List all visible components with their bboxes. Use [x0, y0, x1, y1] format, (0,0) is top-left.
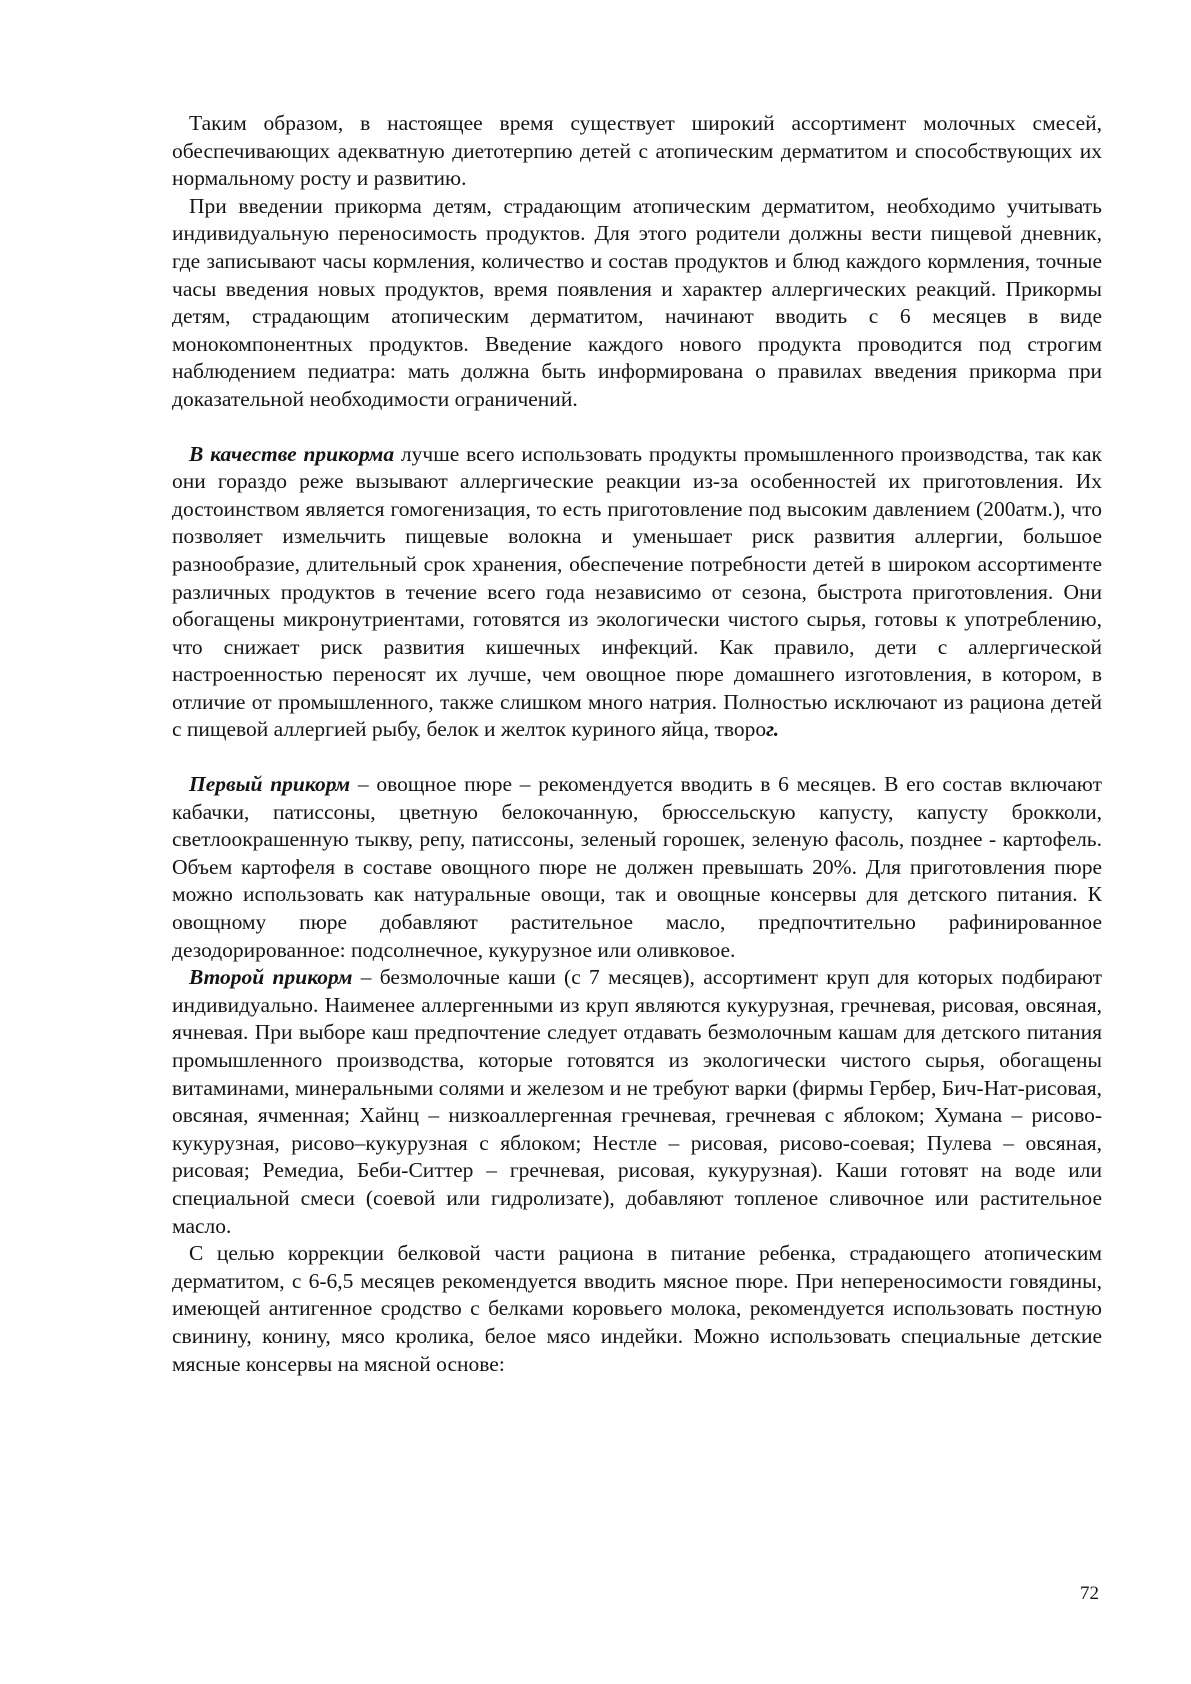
paragraph-text: При введении прикорма детям, страдающим атопическим дерматитом, необходимо учитывать индивидуальную переносимость продуктов. Для этого родители должны вести пищевой дневник, где записывают часы кормления, количество и состав продуктов и блюд каждого кормления, точные часы введения новых продуктов, время появления и характер аллергических реакций. Прикормы детям, страдающим атопическим дерматитом, начинают вводить с 6 месяцев в виде монокомпонентных продуктов. Введение каждого нового продукта проводится под строгим наблюдением педиатра: мать должна быть информирована о правилах введения прикорма при доказательной необходимости ограничений.: [172, 193, 1102, 411]
paragraph-lead-term: В качестве прикорма: [189, 441, 395, 466]
page-number: 72: [1080, 1583, 1099, 1604]
paragraph-lead-term: Первый прикорм: [189, 772, 351, 797]
paragraph-first-feeding: [172, 771, 1102, 964]
paragraph-text: С целью коррекции белковой части рациона в питание ребенка, страдающего атопическим дерматитом, с 6-6,5 месяцев рекомендуется вводить мясное пюре. При непереносимости говядины, имеющей антигенное сродство с белками коровьего молока, рекомендуется использовать постную свинину, конину, мясо кролика, белое мясо индейки. Можно использовать специальные детские мясные консервы на мясной основе:: [172, 1241, 1102, 1376]
page-body: [172, 110, 1102, 1378]
paragraph-second-feeding: [172, 964, 1102, 1240]
paragraph-text: лучше всего использовать продукты промышленного производства, так как они гораздо реже вызывают аллергические реакции из-за особенностей их приготовления. Их достоинством является гомогенизация, то есть приготовление под высоким давлением (200атм.), что позволяет измельчить пищевые волокна и уменьшает риск развития аллергии, большое разнообразие, длительный срок хранения, обеспечение потребности детей в широком ассортименте различных продуктов в течение всего года независимо от сезона, быстрота приготовления. Они обогащены микронутриентами, готовятся из экологически чистого сырья, готовы к употреблению, что снижает риск развития кишечных инфекций. Как правило, дети с аллергической настроенностью переносят их лучше, чем овощное пюре домашнего изготовления, в котором, в отличие от промышленного, также слишком много натрия. Полностью исключают из рациона детей с пищевой аллергией рыбу, белок и желток куриного яйца, творо: [172, 441, 1102, 742]
paragraph-text: – овощное пюре – рекомендуется вводить в 6 месяцев. В его состав включают кабачки, патиссоны, цветную белокочанную, брюссельскую капусту, капусту брокколи, светлоокрашенную тыкву, репу, патиссоны, зеленый горошек, зеленую фасоль, позднее - картофель. Объем картофеля в составе овощного пюре не должен превышать 20%. Для приготовления пюре можно использовать как натуральные овощи, так и овощные консервы для детского питания. К овощному пюре добавляют растительное масло, предпочтительно рафинированное дезодорированное: подсолнечное, кукурузное или оливковое.: [172, 772, 1102, 962]
paragraph-tail: г.: [766, 717, 780, 742]
paragraph-text: Таким образом, в настоящее время существует широкий ассортимент молочных смесей, обеспечивающих адекватную диетотерпию детей с атопическим дерматитом и способствующих их нормальному росту и развитию.: [172, 111, 1102, 191]
paragraph-meat-puree: [172, 1240, 1102, 1378]
paragraph-industrial-products: [172, 441, 1102, 745]
paragraph-lead-term: Второй прикорм: [189, 965, 353, 990]
paragraph-complementary-feeding-intro: [172, 193, 1102, 414]
paragraph-mixtures-summary: [172, 110, 1102, 193]
paragraph-text: – безмолочные каши (с 7 месяцев), ассортимент круп для которых подбирают индивидуально. Наименее аллергенными из круп являются кукурузная, гречневая, рисовая, овсяная, ячневая. При выборе каш предпочтение следует отдавать безмолочным кашам для детского питания промышленного производства, которые готовятся из экологически чистого сырья, обогащены витаминами, минеральными солями и железом и не требуют варки (фирмы Гербер, Бич-Нат-рисовая, овсяная, ячменная; Хайнц – низкоаллергенная гречневая, гречневая с яблоком; Хумана – рисово-кукурузная, рисово–кукурузная с яблоком; Нестле – рисовая, рисово-соевая; Пулева – овсяная, рисовая; Ремедиа, Беби-Ситтер – гречневая, рисовая, кукурузная). Каши готовят на воде или специальной смеси (соевой или гидролизате), добавляют топленое сливочное или растительное масло.: [172, 965, 1102, 1238]
